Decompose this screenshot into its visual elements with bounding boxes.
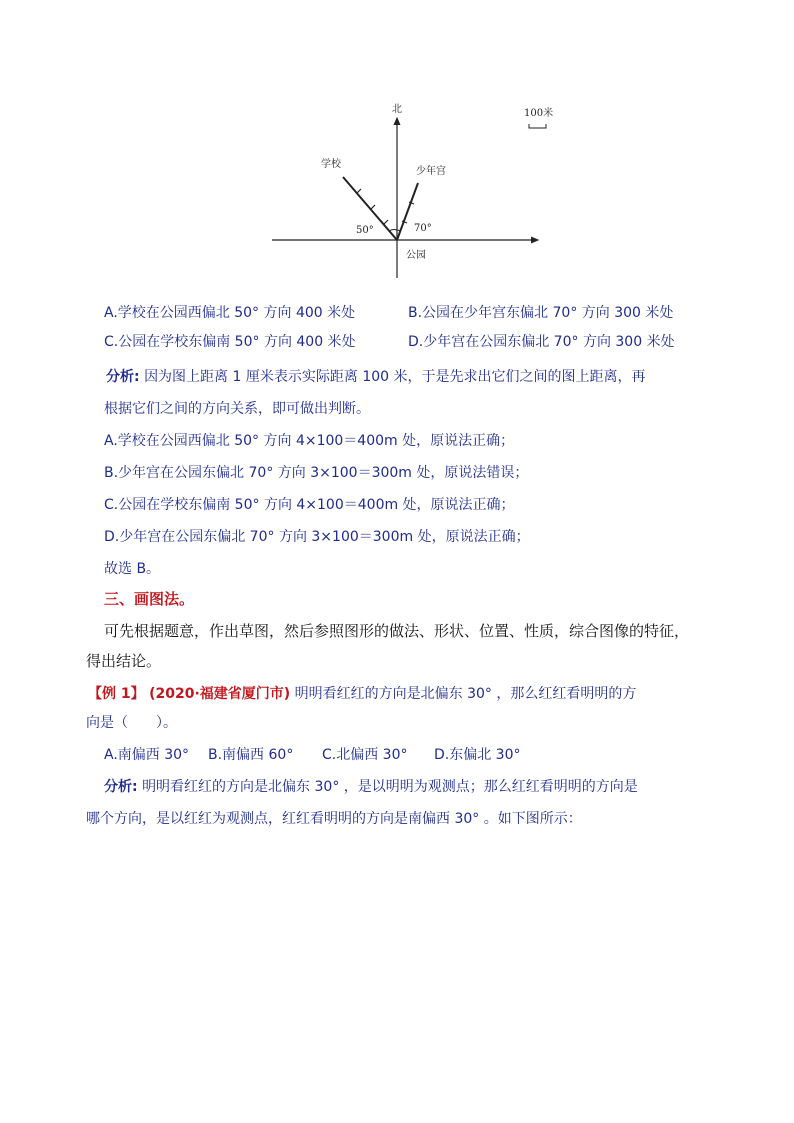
analysis-paragraph <box>106 366 646 386</box>
section-title: 三、画图法。 <box>104 590 195 608</box>
analysis-text: 因为图上距离 1 厘米表示实际距离 100 米，于是先求出它们之间的图上距离，再 <box>144 369 646 385</box>
option-a: A.学校在公园西偏北 50° 方向 400 米处 <box>104 305 356 321</box>
school-label: 学校 <box>321 159 341 170</box>
analysis2-text-cont: 哪个方向，是以红红为观测点，红红看明明的方向是南偏西 30° 。如下图所示： <box>86 811 582 827</box>
section-paragraph-cont: 得出结论。 <box>86 652 162 670</box>
analysis-line-b: B.少年宫在公园东偏北 70° 方向 3×100＝300m 处，原说法错误； <box>104 465 529 481</box>
angle-right-label: 70° <box>414 223 432 234</box>
angle-arc-left <box>389 230 397 231</box>
school-tick <box>384 220 388 224</box>
analysis-line-d: D.少年宫在公园东偏北 70° 方向 3×100＝300m 处，原说法正确； <box>104 529 530 545</box>
option-c: C.公园在学校东偏南 50° 方向 400 米处 <box>104 334 356 350</box>
example-question-text: 明明看红红的方向是北偏东 30° ，那么红红看明明的方 <box>294 686 637 702</box>
section-paragraph: 可先根据题意，作出草图，然后参照图形的做法、形状、位置、性质，综合图像的特征， <box>104 622 690 640</box>
scale-bar <box>529 124 546 128</box>
example-option-d: D.东偏北 30° <box>434 747 521 763</box>
example-tag: 【例 1】 <box>88 686 145 702</box>
park-label: 公园 <box>406 250 426 261</box>
scale-label: 100米 <box>524 108 554 119</box>
example-question-cont: 向是（ ）。 <box>86 715 177 731</box>
school-tick <box>371 205 375 209</box>
option-b: B.公园在少年宫东偏北 70° 方向 300 米处 <box>408 305 674 321</box>
analysis-text-cont: 根据它们之间的方向关系，即可做出判断。 <box>104 401 370 417</box>
analysis-line-a: A.学校在公园西偏北 50° 方向 4×100＝400m 处，原说法正确； <box>104 433 515 449</box>
analysis2-label: 分析: <box>104 779 138 795</box>
north-label: 北 <box>392 104 402 115</box>
analysis2-text: 明明看红红的方向是北偏东 30° ，是以明明为观测点；那么红红看明明的方向是 <box>142 779 638 795</box>
option-d: D.少年宫在公园东偏北 70° 方向 300 米处 <box>408 334 675 350</box>
direction-diagram <box>0 0 794 300</box>
analysis-label: 分析: <box>106 369 140 385</box>
example-option-a: A.南偏西 30° <box>104 747 190 763</box>
analysis2-paragraph <box>104 776 638 796</box>
school-tick <box>357 189 361 193</box>
example-source: (2020·福建省厦门市) <box>149 686 291 702</box>
example-option-c: C.北偏西 30° <box>322 747 408 763</box>
angle-left-label: 50° <box>356 225 374 236</box>
analysis-line-c: C.公园在学校东偏南 50° 方向 4×100＝400m 处，原说法正确； <box>104 497 515 513</box>
example-option-b: B.南偏西 60° <box>208 747 294 763</box>
palace-label: 少年宫 <box>416 166 446 177</box>
analysis-conclusion: 故选 B。 <box>104 561 161 577</box>
example-question <box>88 683 636 703</box>
